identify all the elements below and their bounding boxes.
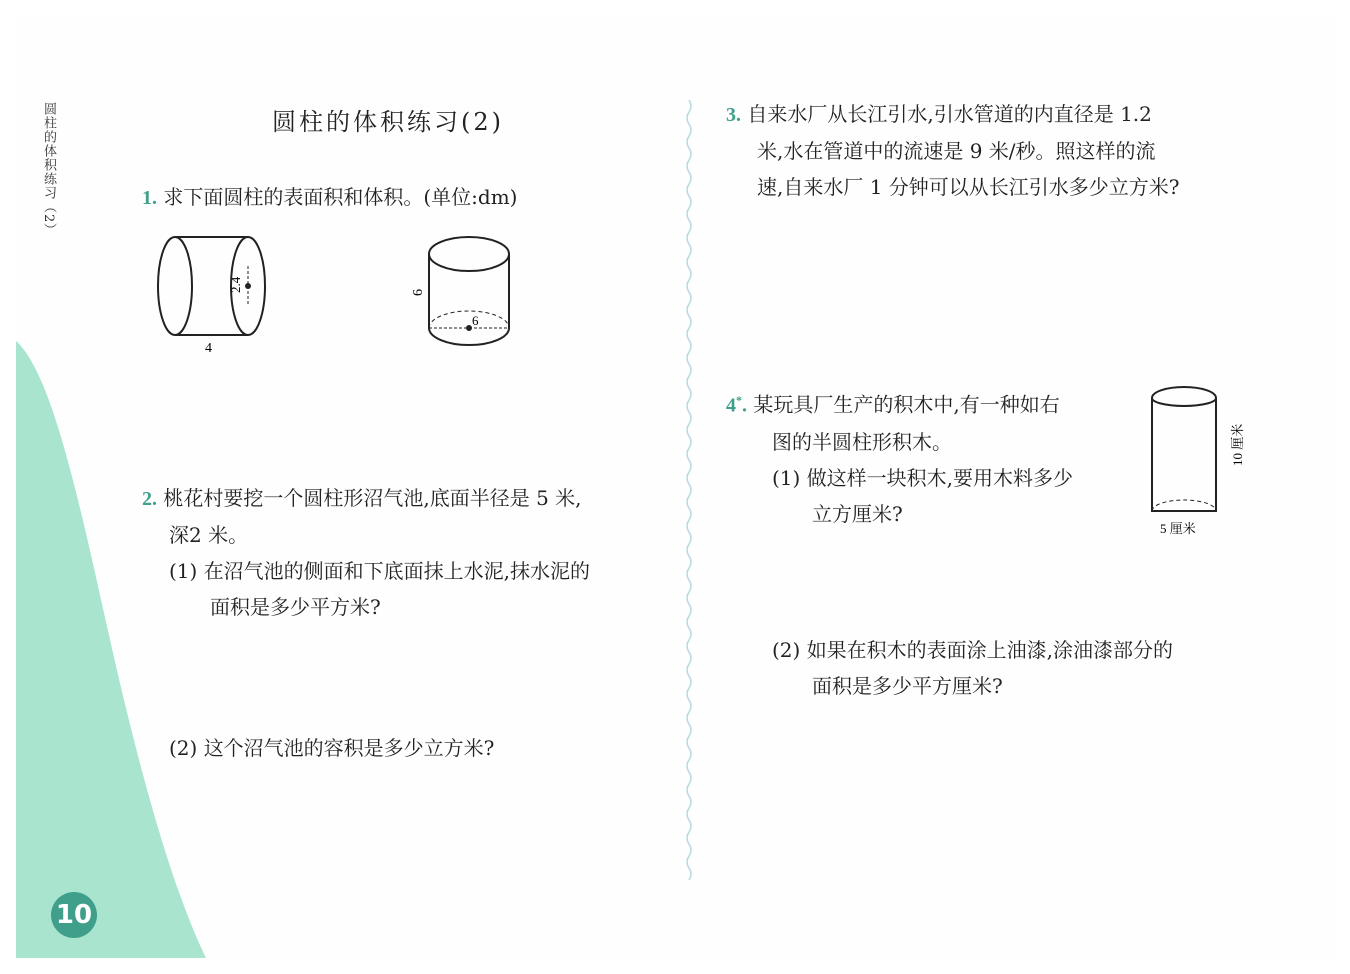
page-number: 10	[51, 892, 97, 938]
length-label: 4	[205, 341, 212, 356]
page-title: 圆柱的体积练习(2)	[272, 108, 504, 136]
diameter-label: 6	[472, 313, 479, 328]
question-number: 4	[726, 394, 736, 417]
question-line: 米,水在管道中的流速是 9 米/秒。照这样的流	[757, 139, 1156, 163]
column-divider	[684, 100, 694, 880]
question-4	[726, 382, 1073, 532]
workbook-page	[16, 16, 1334, 958]
question-line: 图的半圆柱形积木。	[772, 429, 952, 454]
question-2	[142, 480, 590, 625]
question-line: 速,自来水厂 1 分钟可以从长江引水多少立方米?	[757, 175, 1180, 199]
sub-question-2-line: (2) 如果在积木的表面涂上油漆,涂油漆部分的	[772, 638, 1174, 662]
question-line: 桃花村要挖一个圆柱形沼气池,底面半径是 5 米,	[163, 486, 582, 510]
question-line: 深2 米。	[169, 523, 249, 547]
figure-horizontal-cylinder	[144, 228, 284, 358]
sub-question-1: (1) 在沼气池的侧面和下底面抹上水泥,抹水泥的	[169, 559, 591, 583]
figure-half-cylinder-block	[1142, 374, 1245, 536]
question-text: 求下面圆柱的表面积和体积。(单位:dm)	[163, 185, 518, 209]
width-label: 5 厘米	[1160, 521, 1196, 536]
side-title: 圆柱的体积练习（2）	[41, 102, 56, 238]
height-label: 6	[411, 289, 426, 296]
star-mark: *	[736, 393, 742, 407]
question-number-dot: .	[742, 394, 747, 417]
question-3	[726, 96, 1180, 205]
sub-question-2-cont: 面积是多少平方厘米?	[812, 674, 1003, 698]
height-label: 10 厘米	[1230, 423, 1245, 466]
question-number: 1.	[142, 187, 157, 209]
sub-question-1-cont: 立方厘米?	[812, 501, 903, 526]
question-number: 3.	[726, 104, 741, 126]
question-line: 自来水厂从长江引水,引水管道的内直径是 1.2	[747, 102, 1152, 126]
sub-question-1-cont: 面积是多少平方米?	[210, 595, 381, 619]
sub-question-2	[772, 632, 1173, 704]
question-line: 某玩具厂生产的积木中,有一种如右	[753, 392, 1060, 417]
sub-question-1: (1) 做这样一块积木,要用木料多少	[772, 465, 1074, 490]
question-1	[142, 179, 517, 216]
figure-upright-cylinder	[410, 232, 530, 352]
sub-question-2: (2) 这个沼气池的容积是多少立方米?	[169, 736, 495, 760]
question-number: 2.	[142, 488, 157, 510]
diameter-label: 2.4	[228, 276, 243, 293]
